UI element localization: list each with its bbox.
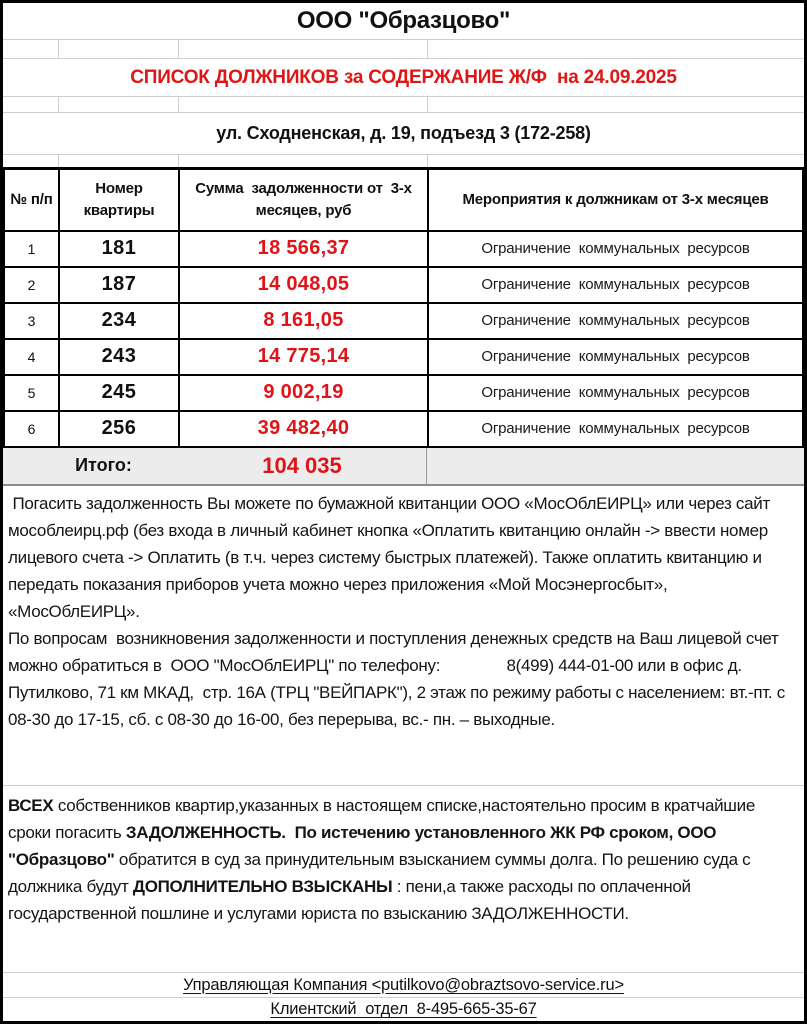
address-line: ул. Сходненская, д. 19, подъезд 3 (172-258) (3, 112, 804, 154)
cell-debt-amount: 39 482,40 (179, 411, 428, 447)
section-divider (3, 766, 804, 786)
header-debt-amount: Сумма задолженности от 3-х месяцев, руб (179, 169, 428, 231)
info-paragraphs (3, 486, 804, 766)
warning-bold-text: ЗАДОЛЖЕННОСТЬ. (125, 822, 286, 842)
list-title: СПИСОК ДОЛЖНИКОВ за СОДЕРЖАНИЕ Ж/Ф на 24.09.2025 (130, 66, 677, 88)
cell-action: Ограничение коммунальных ресурсов (428, 267, 803, 303)
total-row (3, 448, 804, 486)
table-row (4, 339, 803, 375)
cell-apartment-number: 245 (59, 375, 179, 411)
footer (3, 972, 804, 1021)
grid-line (58, 155, 59, 167)
grid-spacer-row (3, 154, 804, 167)
grid-line (427, 155, 428, 167)
cell-action: Ограничение коммунальных ресурсов (428, 411, 803, 447)
grid-line (427, 97, 428, 112)
grid-line (178, 97, 179, 112)
table-row (4, 411, 803, 447)
warning-bold-text: ДОПОЛНИТЕЛЬНО ВЗЫСКАНЫ (132, 876, 393, 896)
contact-info-paragraph: По вопросам возникновения задолженности и поступления денежных средств на Ваш лицевой счет можно обратиться в ООО "МосОблЕИРЦ" по телефону: 8(499) 444-01-00 или в офис д. Путилково, 71 км МКАД, стр. 16А (ТРЦ "ВЕЙПАРК"), 2 этаж по режиму работы с населением: вт.-пт. с 08-30 до 17-15, сб. с 08-30 до 16-00, без перерыва, вс.- пн. – выходные. (8, 628, 790, 729)
grid-line (58, 40, 59, 58)
warning-bold-text: По истечению установленного ЖК РФ сроком, ООО "Образцово" (8, 822, 721, 869)
table-row (4, 303, 803, 339)
cell-apartment-number: 187 (59, 267, 179, 303)
cell-action: Ограничение коммунальных ресурсов (428, 339, 803, 375)
cell-apartment-number: 243 (59, 339, 179, 375)
grid-line (178, 40, 179, 58)
cell-debt-amount: 8 161,05 (179, 303, 428, 339)
cell-action: Ограничение коммунальных ресурсов (428, 375, 803, 411)
cell-action: Ограничение коммунальных ресурсов (428, 303, 803, 339)
cell-debt-amount: 14 048,05 (179, 267, 428, 303)
warning-section (3, 786, 804, 954)
cell-row-number: 2 (4, 267, 59, 303)
cell-row-number: 6 (4, 411, 59, 447)
warning-text: обратится в суд за принудительным взысканием суммы долга. По решению суда с должника будут (8, 849, 755, 896)
company-title: ООО "Образцово" (296, 7, 511, 34)
grid-line (427, 40, 428, 58)
debtors-table (3, 167, 804, 448)
total-value: 104 035 (178, 448, 427, 484)
payment-info-paragraph: Погасить задолженность Вы можете по бумажной квитанции ООО «МосОблЕИРЦ» или через сайт мособлеирц.рф (без входа в личный кабинет кнопка «Оплатить квитанцию онлайн -> ввести номер лицевого счета -> Оплатить (в т.ч. через систему быстрых платежей). Также оплатить квитанцию и передать показания приборов учета можно через приложения «Мой Мосэнергосбыт», «МосОблЕИРЦ». (8, 493, 775, 621)
cell-row-number: 5 (4, 375, 59, 411)
cell-row-number: 1 (4, 231, 59, 267)
table-header-row (4, 169, 803, 231)
grid-line (58, 97, 59, 112)
table-row (4, 231, 803, 267)
header-actions: Мероприятия к должникам от 3-х месяцев (428, 169, 803, 231)
warning-text: собственников квартир,указанных в настоящем списке,настоятельно просим в кратчайшие сроки погасить (8, 795, 760, 842)
total-label: Итого: (75, 455, 132, 475)
warning-bold-text: ВСЕХ (8, 795, 54, 815)
company-email-text: Управляющая Компания <putilkovo@obraztsovo-service.ru> (183, 975, 624, 994)
cell-apartment-number: 234 (59, 303, 179, 339)
warning-text: : пени,а также расходы по оплаченной государственной пошлине и услугами юриста по взысканию ЗАДОЛЖЕННОСТИ. (8, 876, 696, 923)
cell-debt-amount: 18 566,37 (179, 231, 428, 267)
cell-action: Ограничение коммунальных ресурсов (428, 231, 803, 267)
footer-company-email (3, 972, 804, 997)
header-row-number: № п/п (4, 169, 59, 231)
client-phone-text: Клиентский отдел 8-495-665-35-67 (270, 1000, 537, 1018)
cell-apartment-number: 256 (59, 411, 179, 447)
warning-text (286, 823, 295, 842)
grid-spacer-row (3, 96, 804, 112)
footer-client-phone (3, 997, 804, 1021)
grid-line (178, 155, 179, 167)
table-row (4, 267, 803, 303)
cell-row-number: 3 (4, 303, 59, 339)
header-apartment-number: Номер квартиры (59, 169, 179, 231)
table-row (4, 375, 803, 411)
warning-paragraph (8, 792, 796, 927)
cell-debt-amount: 14 775,14 (179, 339, 428, 375)
grid-spacer-row (3, 39, 804, 59)
cell-row-number: 4 (4, 339, 59, 375)
cell-debt-amount: 9 002,19 (179, 375, 428, 411)
cell-apartment-number: 181 (59, 231, 179, 267)
